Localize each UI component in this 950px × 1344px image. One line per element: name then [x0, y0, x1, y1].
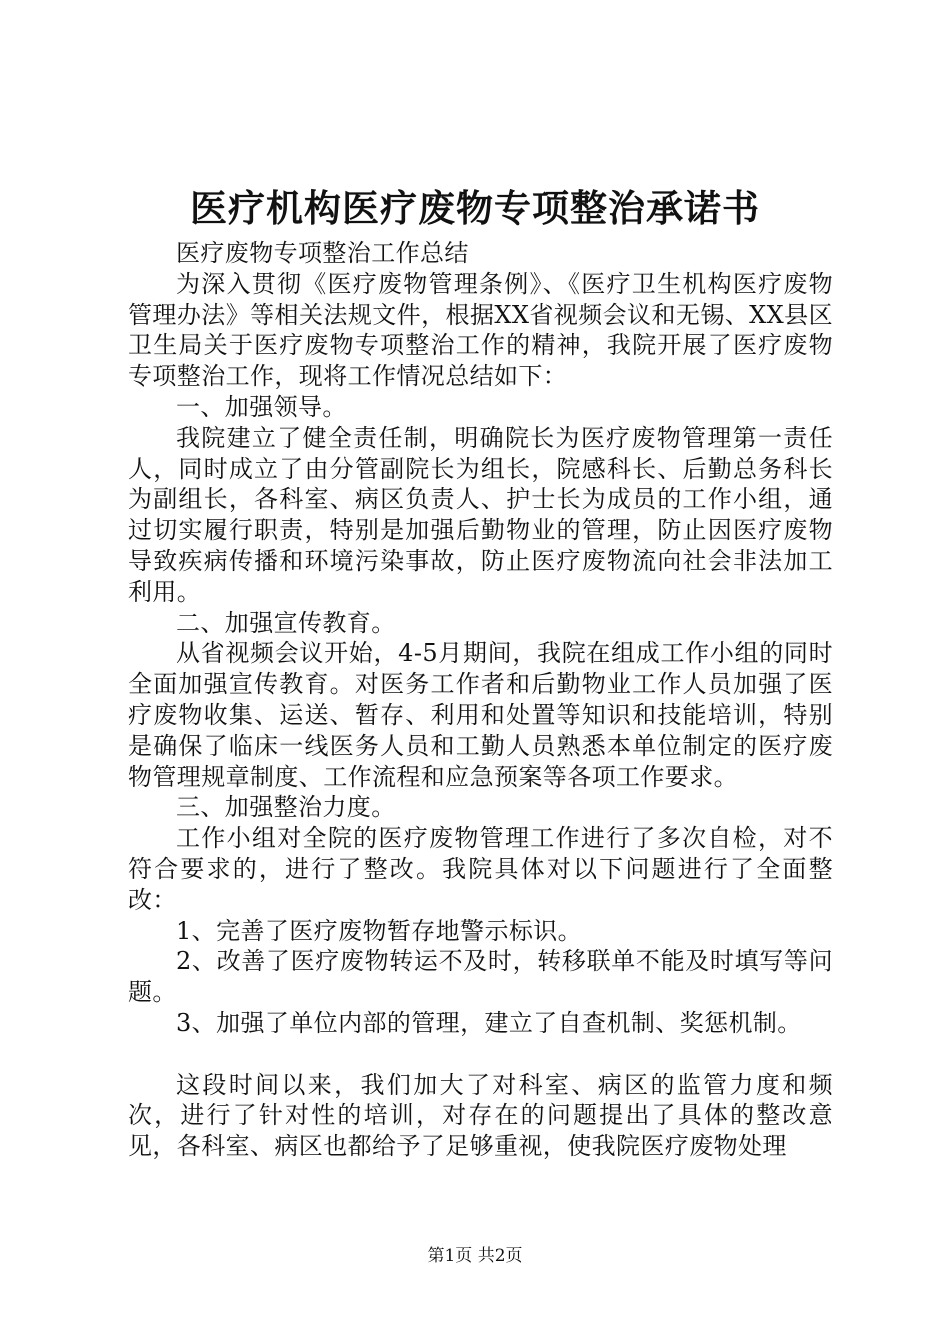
education-paragraph: 从省视频会议开始，4-5月期间，我院在组成工作小组的同时全面加强宣传教育。对医务工作者和后勤物业工作人员加强了医疗废物收集、运送、暂存、利用和处置等知识和技能培训，特别是确保了临床一线医务人员和工勤人员熟悉本单位制定的医疗废物管理规章制度、工作流程和应急预案等各项工作要求。 [128, 639, 833, 791]
rectification-paragraph: 工作小组对全院的医疗废物管理工作进行了多次自检，对不符合要求的，进行了整改。我院具体对以下问题进行了全面整改： [128, 824, 833, 914]
leadership-paragraph: 我院建立了健全责任制，明确院长为医疗废物管理第一责任人，同时成立了由分管副院长为组长，院感科长、后勤总务科长为副组长，各科室、病区负责人、护士长为成员的工作小组，通过切实履行职责，特别是加强后勤物业的管理，防止因医疗废物导致疾病传播和环境污染事故，防止医疗废物流向社会非法加工利用。 [128, 423, 833, 606]
list-item: 2、改善了医疗废物转运不及时，转移联单不能及时填写等问题。 [128, 947, 833, 1007]
section-heading-rectification: 三、加强整治力度。 [176, 793, 396, 822]
list-item: 3、加强了单位内部的管理，建立了自查机制、奖惩机制。 [176, 1008, 802, 1037]
document-title: 医疗机构医疗废物专项整治承诺书 [190, 186, 760, 230]
list-item: 1、完善了医疗废物暂存地警示标识。 [176, 916, 583, 945]
paragraph-spacer [128, 1039, 833, 1070]
section-heading: 医疗废物专项整治工作总结 [176, 239, 469, 267]
section-heading-education: 二、加强宣传教育。 [176, 608, 396, 637]
document-body [128, 238, 833, 1162]
page-number-footer: 第1页 共2页 [427, 1246, 523, 1266]
intro-paragraph: 为深入贯彻《医疗废物管理条例》、《医疗卫生机构医疗废物管理办法》等相关法规文件，根据XX省视频会议和无锡、XX县区卫生局关于医疗废物专项整治工作的精神，我院开展了医疗废物专项整治工作，现将工作情况总结如下： [128, 269, 833, 391]
section-heading-leadership: 一、加强领导。 [176, 392, 347, 421]
summary-paragraph: 这段时间以来，我们加大了对科室、病区的监管力度和频次，进行了针对性的培训，对存在的问题提出了具体的整改意见，各科室、病区也都给予了足够重视，使我院医疗废物处理 [128, 1070, 833, 1161]
